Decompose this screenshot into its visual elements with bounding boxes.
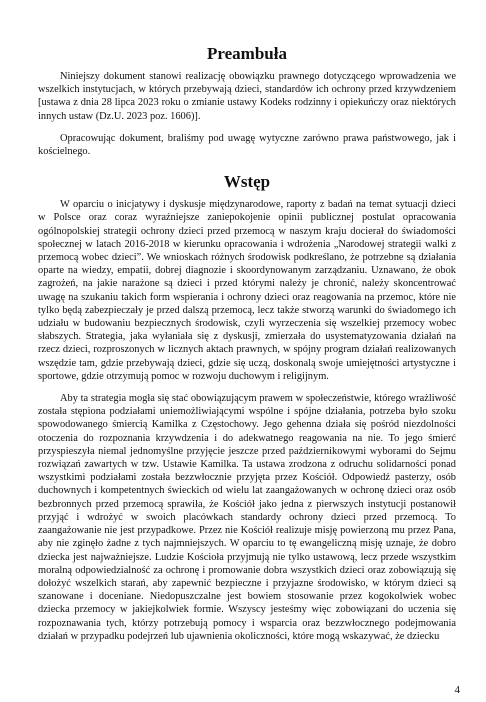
page-content (38, 44, 456, 643)
preamble-paragraph-1: Niniejszy dokument stanowi realizację obowiązku prawnego dotyczącego wprowadzenia we wszelkich instytucjach, w których przebywają dzieci, standardów ich ochrony przed krzywdzeniem [ustawa z dnia 28 lipca 2023 roku o zmianie ustawy Kodeks rodzinny i opiekuńczy oraz niektórych innych ustaw (Dz.U. 2023 poz. 1606)]. (38, 71, 456, 122)
page-number: 4 (454, 684, 460, 696)
introduction-paragraph-1: W oparciu o inicjatywy i dyskusje międzynarodowe, raporty z badań na temat sytuacji dzieci w Polsce oraz coraz wyraźniejsze zaniepokojenie opinii publicznej postulat opracowania ogólnopolskiej strategii ochrony dzieci przed przemocą w naszym kraju docierał do świadomości społecznej w latach 2016-2018 w kierunku opracowania i wdrożenia „Narodowej strategii walki z przemocą wobec dzieci”. We wnioskach różnych środowisk podkreślano, że potrzebne są działania oparte na wiedzy, empatii, dobrej diagnozie i skoordynowanym zarządzaniu. Uznawano, że obok zagrożeń, na jakie narażone są dzieci i przed którymi należy je chronić, należy skoncentrować uwagę na szukaniu takich form wspierania i ochrony dzieci oraz reagowania na przemoc, które nie tylko będą zabezpieczały je przed dalszą przemocą, lecz także stworzą warunki do świadomego ich udziału w budowaniu bezpiecznych środowisk, czyli wyrzeczenia się wszelkiej przemocy wobec słabszych. Strategia, jaka wyłaniała się z dyskusji, zmierzała do usystematyzowania działań na rzecz dzieci, rozproszonych w licznych aktach prawnych, w spójny program działań realizowanych wszędzie tam, gdzie przebywają dzieci, gdzie się uczą, doskonalą swoje umiejętności artystyczne i sportowe, gdzie otrzymują pomoc w rozwoju duchowym i religijnym. (38, 199, 456, 382)
introduction-paragraph-2: Aby ta strategia mogła się stać obowiązującym prawem w społeczeństwie, którego wrażliwość została stępiona podziałami uniemożliwiającymi wspólne i spójne działania, potrzeba było szoku spowodowanego śmiercią Kamilka z Częstochowy. Jego gehenna działa się pośród niezdolności otoczenia do rozpoznania krzywdzenia i do adekwatnego reagowania na nie. To jego śmierć przyspieszyła niemal jednomyślne przyjęcie jeszcze przed październikowymi wyborami do Sejmu rozwiązań zawartych w tzw. Ustawie Kamilka. Ta ustawa zrodzona z odruchu solidarności ponad wszystkimi podziałami została bezzwłocznie przyjęta przez Kościół. Odpowiedź pasterzy, osób duchownych i kompetentnych świeckich od wielu lat zaangażowanych w ochronę dzieci oraz osób bezbronnych przed przemocą sprawiła, że Kościół jako jedna z pierwszych instytucji postanowił przyjąć i wdrożyć w swoich placówkach standardy ochrony dzieci przed przemocą. To zaangażowanie nie jest przypadkowe. Przez nie Kościół realizuje misję powierzoną mu przez Pana, aby nie zginęło żadne z tych najmniejszych. W oparciu to tę ewangeliczną misję uznaje, że dobro dziecka jest najważniejsze. Ludzie Kościoła przyjmują nie tylko ustawową, lecz przede wszystkim moralną odpowiedzialność za ochronę i promowanie dobra wszystkich dzieci oraz zobowiązują się dołożyć wszelkich starań, aby zapewnić bezpieczne i przyjazne środowisko, w którym dzieci są szanowane i doceniane. Niedopuszczalne jest bowiem stosowanie przez kogokolwiek wobec dziecka przemocy w jakiejkolwiek formie. Wszyscy jesteśmy więc zobowiązani do uczenia się rozpoznawania tych, którzy potrzebują pomocy i wsparcia oraz bezzwłocznego podejmowania działań w przypadku podejrzeń lub ujawnienia okoliczności, które mogą wskazywać, że dziecku (38, 393, 456, 642)
introduction-heading: Wstęp (223, 172, 271, 192)
preamble-heading: Preambuła (207, 44, 287, 63)
preamble-paragraph-2: Opracowując dokument, braliśmy pod uwagę wytyczne zarówno prawa państwowego, jak i kościelnego. (38, 132, 456, 158)
